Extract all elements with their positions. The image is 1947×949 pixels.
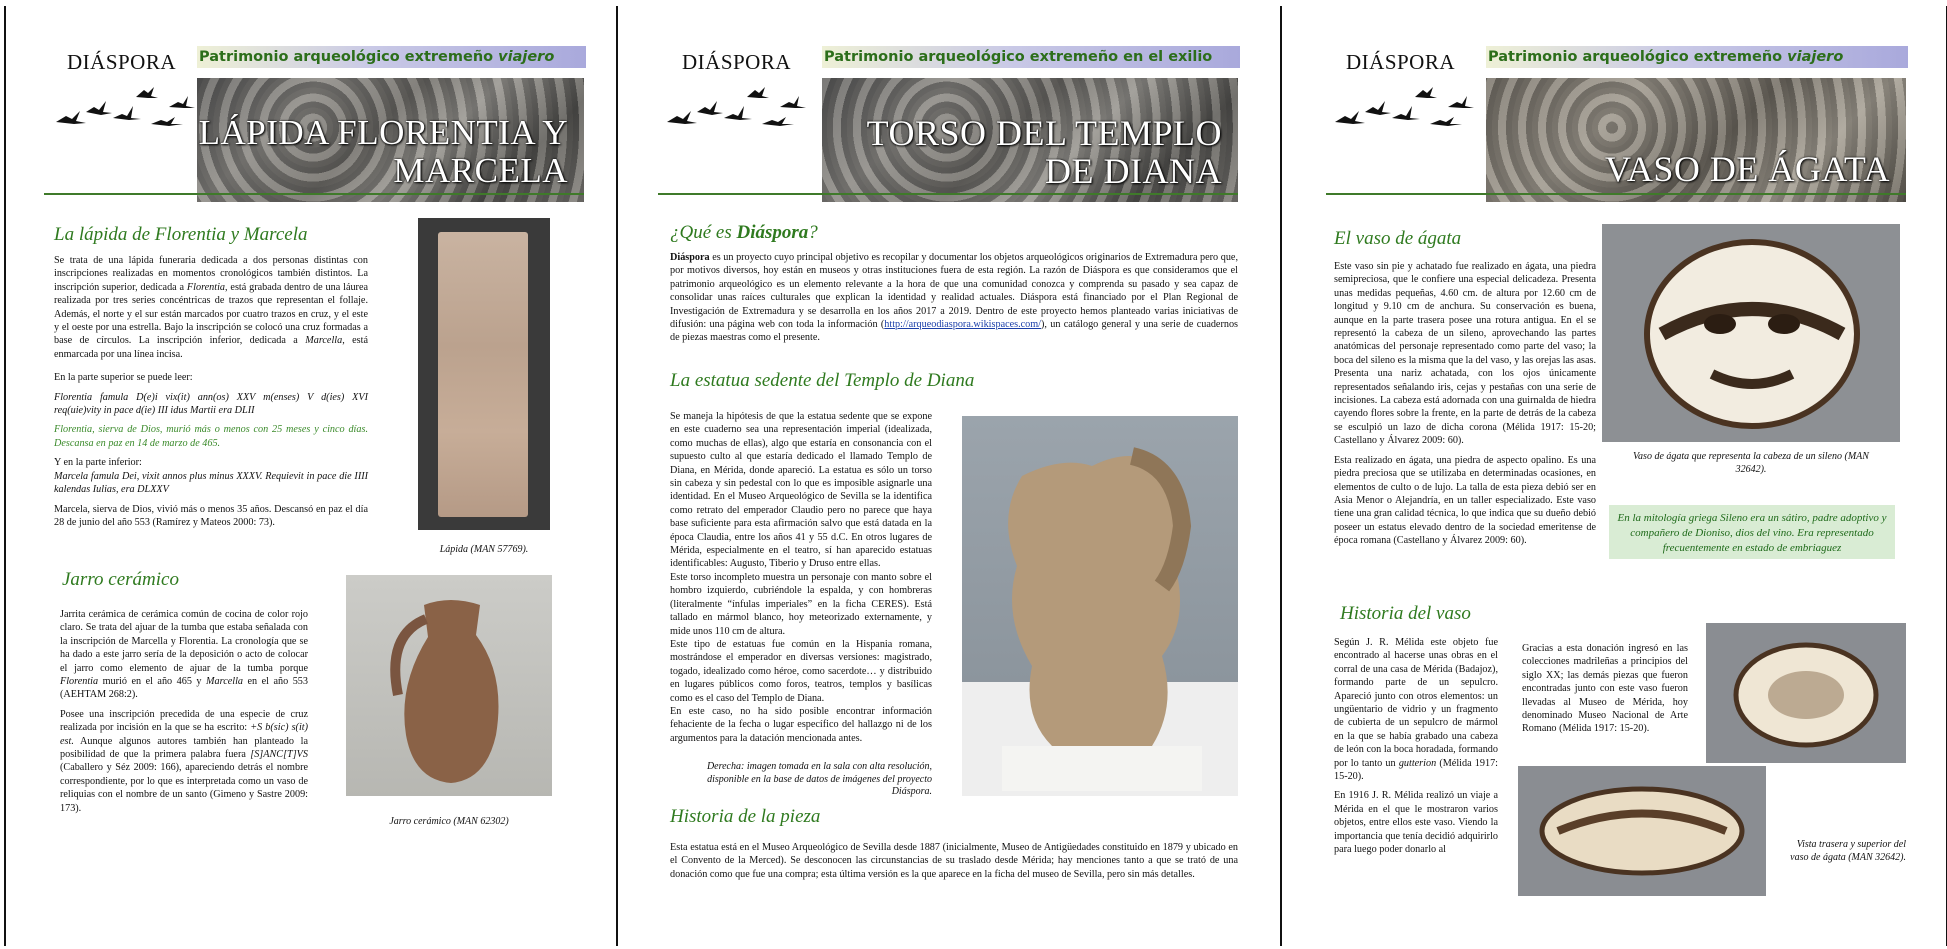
hero-title: LÁPIDA FLORENTIA Y MARCELA: [198, 113, 568, 190]
flying-birds-logo: [51, 82, 201, 132]
historia-text: Esta estatua está en el Museo Arqueológico de Sevilla desde 1887 (inicialmente, Museo de Antigüedades constituido en 1879 y ubicado en el Convento de la Merced). Se desconocen las circunstancias de su traslado desde Mérida; hay menciones tanto a que se trató de una donación como que fue una compra; esta última versión es la que aparece en la ficha del museo de Sevilla, pero sin más detalles.: [670, 842, 1238, 880]
heading-estatua: La estatua sedente del Templo de Diana: [670, 370, 975, 391]
page-torso: [616, 6, 1282, 946]
heading-vaso: El vaso de ágata: [1334, 228, 1462, 249]
caption-lapida: Lápida (MAN 57769).: [439, 544, 529, 555]
donacion-text: Gracias a esta donación ingresó en las colecciones madrileñas a principios del siglo XX; las demás piezas que fueron encontradas junto con este vaso fueron llevadas al Museo de Mérida, hoy denominado Museo Nacional de Arte Romano (Mélida 1917: 15-20).: [1522, 643, 1688, 735]
caption-vaso: Vaso de ágata que representa la cabeza de un sileno (MAN 32642).: [1633, 451, 1869, 475]
header-band: Patrimonio arqueológico extremeño viajero: [1486, 46, 1908, 68]
page-lapida: [4, 6, 618, 946]
page-vaso: [1280, 6, 1947, 946]
jug-icon: [346, 575, 552, 796]
caption-torso: Derecha: imagen tomada en la sala con alta resolución, disponible en la base de datos de imágenes del proyecto Diáspora.: [706, 761, 932, 797]
diaspora-logo: DIÁSPORA: [67, 50, 177, 74]
agate-vase-top: [1706, 623, 1906, 763]
header-band: Patrimonio arqueológico extremeño en el exilio: [822, 46, 1240, 68]
vaso-back-photo: [1518, 766, 1766, 896]
lapida-photo: [418, 218, 550, 530]
header-rule: [658, 193, 1238, 195]
heading-que-es: ¿Qué es Diáspora?: [670, 222, 818, 243]
diaspora-logo: DIÁSPORA: [1346, 50, 1456, 74]
vaso-top-photo: [1706, 623, 1906, 763]
header-rule: [1326, 193, 1906, 195]
sileno-note: En la mitología griega Sileno era un sátiro, padre adoptivo y compañero de Dioniso, dios del vino. Era representado frecuentemente en estado de embriaguez: [1609, 505, 1895, 559]
hero-image: [1486, 78, 1906, 202]
heading-historia: Historia de la pieza: [670, 806, 821, 827]
header-band: Patrimonio arqueológico extremeño viajero: [197, 46, 586, 68]
historia-vaso-text: Según J. R. Mélida este objeto fue encontrado al hacerse unas obras en el corral de una casa de Mérida (Badajoz), formando parte de un sepulcro. Apareció junto con otros elementos: un ungüentario de vidrio y un fragmento de cubierta de un sepulcro de mármol en la que se había grabado una cabeza de león con la boca horadada, formando por lo tanto un gutterion (Mélida 1917: 15-20). En 1916 J. R. Mélida realizó un viaje a Mérida en el que le mostraron varios objetos, entre ellos este vaso. Viendo la importancia que tenía decidió adquirirlo para luego poder donarlo al: [1334, 637, 1498, 856]
caption-jarro: Jarro cerámico (MAN 62302): [389, 816, 509, 827]
agate-vase-back: [1518, 766, 1766, 896]
flying-birds-logo: [662, 82, 812, 132]
wiki-link[interactable]: http://arqueodiaspora.wikispaces.com/: [884, 319, 1042, 331]
hero-image: [822, 78, 1238, 202]
jarro-photo: [346, 575, 552, 796]
heading-historia-vaso: Historia del vaso: [1340, 603, 1471, 624]
vaso-photo: [1602, 224, 1900, 442]
jarro-text: Jarrita cerámica de cerámica común de cocina de color rojo claro. Se trata del ajuar de la tumba que estaba señalada con la inscripción de Marcella y Florentia. La cronología que se ha dado a este jarro sería de la deposición o acto de colocar el jarro como elemento de ajuar de la tumba porque Florentia murió en el año 465 y Marcella en el año 553 (AEHTAM 268:2). Posee una inscripción precedida de una especie de cruz realizada por incisión en la que se ha escrito: +S b(sic) s(it) est. Aunque algunos autores también han planteado la posibilidad de que la primera palabra fuera [S]ANC[T]VS (Caballero y Séz 2009: 166), apareciendo detrás el nombre correspondiente, por lo que es interpretada como un vaso de reliquias con el nombre de un santo (Gimeno y Sastre 2009: 173).: [60, 609, 309, 814]
agate-head-vase: [1602, 224, 1900, 442]
hero-title: VASO DE ÁGATA: [1605, 149, 1890, 189]
torso-statue: [962, 416, 1238, 796]
estatua-text: Se maneja la hipótesis de que la estatua sedente que se expone en este cuaderno sea una representación imperial (idealizada, como muchas de ellas), algo que estaría en consonancia con el supuesto culto al que estaría dedicado el llamado Templo de Diana, en Mérida, donde apareció. La estatua es sólo un torso sin cabeza y sin pedestal con lo que es imposible asignarle una identidad. En el Museo Arqueológico de Sevilla se la identifica como retrato del emperador Claudio pero no parece que haya base suficiente para esta afirmación salvo que está datada en la época Claudia, entre los años 41 y 55 d.C. En otros lugares de Mérida, especialmente en el teatro, sí han aparecido estatuas identificables: Augusto, Tiberio y Druso entre ellas. Este torso incompleto muestra un personaje con manto sobre el hombro izquierdo, cubriéndole la espalda, y con hombreras (literalmente “ínfulas imperiales” en la ficha CERES). Está tallado en mármol blanco, hoy meteorizado externamente, y mide unos 110 cm de altura. Este tipo de estatuas fue común en la Hispania romana, mostrándose el emperador en diversas versiones: magistrado, togado, idealizado como héroe, como sacerdote… y distribuido en lugares públicos como foros, teatros, templos y basílicas como es el caso del Templo de Diana. En este caso, no ha sido posible encontrar información fehaciente de la fecha o lugar específico del hallazgo ni de los argumentos para la datación mencionada antes.: [670, 411, 932, 744]
diaspora-logo: DIÁSPORA: [682, 50, 792, 74]
heading-jarro: Jarro cerámico: [62, 569, 179, 590]
lapida-text: Se trata de una lápida funeraria dedicada a dos personas distintas con inscripciones realizadas en momentos cronológicos también distintos. La inscripción superior, dedicada a Florentia, está grabada dentro de una láurea realizada por tres series concéntricas de trazos que representan el follaje. Además, el norte y el sur están marcados por cuatro trazos en cruz, y el este y el oeste por una estrella. Bajo la inscripción se colocó una cruz formadas a base de círculos. La inscripción inferior, dedicada a Marcella, está enmarcada por una línea incisa. En la parte superior se puede leer: Florentia famula D(e)i vix(it) ann(os) XXV m(enses) V d(ies) XVI req(uie)vity in pace d(ie) III idus Martii era DLII Florentia, sierva de Dios, murió más o menos con 25 meses y cinco días. Descansa en paz en 14 de marzo de 465. Y en la parte inferior: Marcela famula Dei, vixit annos plus minus XXXV. Requievit in pace die IIII kalendas Iulias, era DLXXV Marcela, sierva de Dios, vivió más o menos 35 años. Descansó en paz el día 28 de junio del año 553 (Ramírez y Mateos 2000: 73).: [54, 255, 368, 528]
torso-photo: [962, 416, 1238, 796]
flying-birds-logo: [1330, 82, 1480, 132]
hero-title: TORSO DEL TEMPLO DE DIANA: [866, 113, 1222, 191]
caption-vista: Vista trasera y superior del vaso de ágata (MAN 32642).: [1790, 839, 1906, 863]
que-es-text: Diáspora es un proyecto cuyo principal objetivo es recopilar y documentar los objetos arqueológicos originarios de Extremadura pero que, por motivos diversos, hoy están en museos y otras instituciones fuera de esta región. La razón de Diáspora es que consideramos que el patrimonio arqueológico es un elemento relevante a la hora de que una comunidad conozca y comprenda su pasado y sea capaz de consolidar unas raíces culturales que explican la identidad y realidad actuales. Diáspora está financiado por el Plan Regional de Investigación de Extremadura y se desarrolla en los años 2017 a 2019. Dentro de este proyecto hemos planteado varias iniciativas de difusión: una página web con toda la información (http://arqueodiaspora.wikispaces.com/), un catálogo general y una serie de cuadernos de piezas maestras como el presente.: [670, 252, 1239, 344]
hero-image: [197, 78, 584, 202]
header-rule: [44, 193, 584, 195]
vaso-text: Este vaso sin pie y achatado fue realizado en ágata, una piedra semipreciosa, que le confiere una especial delicadeza. Presenta unas medidas pequeñas, 4.60 cm. de altura por 12.60 cm de longitud y 9.10 cm de anchura. Su conservación es buena, aunque en la parte trasera posee una rotura antigua. En el se representó la cabeza de un sileno, aprovechando las partes anatómicas del personaje representado como parte del vaso; la boca del sileno es la misma que la del vaso, y las orejas las asas. Presenta una nariz achatada, con los ojos únicamente representados señalando iris, cejas y pestañas con una serie de incisiones. La cabeza está adornada con una guirnalda de hiedra cayendo flores sobre la frente, en la parte de detrás de la cabeza se esculpió un lazo de dicha corona (Mélida 1917: 15-20; Castellano y Álvarez 2009: 60). Esta realizado en ágata, una piedra de aspecto opalino. Es una piedra preciosa que se utilizaba en determinadas ocasiones, en elementos de culto o de lujo. La talla de esta pieza debió ser en Asia Menor o Alejandría, en un taller especializado. Este vaso tiene una gran calidad técnica, lo que indica que su dueño debió poseer un estatus elevado dentro de la sociedad emeritense de época romana (Castellano y Álvarez 2009: 60).: [1334, 261, 1596, 547]
heading-lapida: La lápida de Florentia y Marcela: [54, 224, 308, 245]
